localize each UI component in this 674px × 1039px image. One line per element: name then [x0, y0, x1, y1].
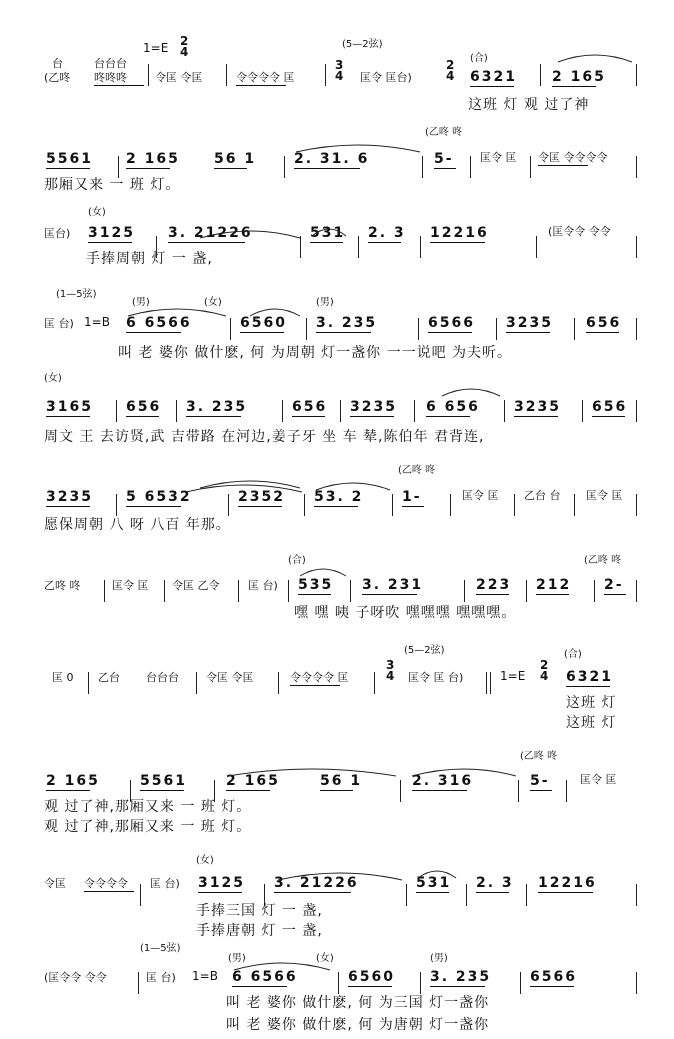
percussion-syllables: 令匡 令匡: [155, 71, 203, 84]
notation-digits: 3. 21226: [274, 875, 359, 891]
lyric-line: 叫 老 婆你 做什麽, 何 为三国 灯一盏你: [226, 995, 490, 1011]
lyric-line: 这班 灯: [566, 695, 617, 711]
annotation-label: (5—2弦): [404, 645, 445, 656]
notation-digits: 5 6532: [126, 489, 192, 505]
notation-digits: 5561: [140, 773, 187, 789]
notation-digits: 2 165: [226, 773, 280, 789]
notation-digits: 6321: [470, 69, 517, 85]
notation-digits: 6566: [428, 315, 475, 331]
notation-digits: 2-: [604, 577, 624, 593]
percussion-syllables: (匡令令 令令: [548, 225, 611, 238]
lyric-line: 那厢又来 一 班 灯。: [44, 177, 181, 193]
notation-digits: 2352: [238, 489, 285, 505]
slur-arc: [186, 485, 302, 492]
key-signature: 1=E: [500, 669, 526, 683]
notation-digits: 2 165: [46, 773, 100, 789]
annotation-label: (1—5弦): [140, 943, 181, 954]
notation-digits: 3235: [46, 489, 93, 505]
annotation-label: (1—5弦): [56, 289, 97, 300]
notation-digits: 223: [476, 577, 512, 593]
notation-digits: 3165: [46, 399, 93, 415]
slur-arc: [250, 309, 300, 316]
lyric-line: 嘿 嘿 咦 子呀吹 嘿嘿嘿 嘿嘿嘿。: [294, 605, 517, 621]
annotation-label: (男): [316, 297, 334, 308]
percussion-syllables: 匡令 匡: [580, 773, 617, 786]
notation-digits: 3235: [506, 315, 553, 331]
time-signature: 2 4: [180, 34, 189, 59]
annotation-label: (乙咚 咚: [425, 127, 463, 138]
annotation-label: (男): [430, 953, 448, 964]
key-signature: 1=B: [84, 315, 110, 329]
notation-digits: 2 165: [126, 151, 180, 167]
notation-digits: 1-: [402, 489, 422, 505]
percussion-syllables: 令匡: [44, 877, 66, 890]
lyric-line: 周文 王 去访贤,武 吉带路 在河边,姜子牙 坐 车 辇,陈伯年 君背连,: [44, 429, 485, 445]
annotation-label: (乙咚 咚: [398, 465, 436, 476]
lyric-line: 手捧唐朝 灯 一 盏,: [196, 923, 323, 939]
notation-digits: 2 165: [552, 69, 606, 85]
notation-digits: 6 6566: [126, 315, 192, 331]
slur-arc: [442, 389, 500, 396]
percussion-syllables: 乙台 台: [524, 489, 561, 502]
percussion-syllables: 乙咚 咚: [44, 579, 81, 592]
percussion-syllables: 匡 台): [150, 877, 180, 890]
percussion-syllables: 匡 台): [44, 317, 74, 330]
lyric-line: 叫 老 婆你 做什麽, 何 为周朝 灯一盏你 一一说吧 为夫听。: [118, 345, 513, 361]
lyric-line: 观 过了神,那厢又来 一 班 灯。: [44, 819, 252, 835]
percussion-syllables: 匡 0: [52, 671, 74, 684]
slur-arc: [296, 145, 420, 152]
key-signature: 1=B: [192, 969, 218, 983]
time-signature: 2 4: [446, 58, 455, 83]
annotation-label: (乙咚 咚: [584, 555, 622, 566]
annotation-label: (乙咚 咚: [520, 751, 558, 762]
notation-digits: 5561: [46, 151, 93, 167]
percussion-syllables: 令令令令 匡: [290, 671, 349, 684]
percussion-syllables: 匡令 匡: [586, 489, 623, 502]
slur-arc: [558, 55, 632, 62]
percussion-syllables: (乙咚: [44, 71, 71, 84]
slur-arc: [412, 769, 516, 776]
percussion-syllables: 令匡 令匡: [206, 671, 254, 684]
time-signature: 3 4: [335, 58, 344, 83]
annotation-label: (男): [228, 953, 246, 964]
percussion-syllables: 令匡 令令令令: [538, 151, 608, 164]
percussion-syllables: 台台台: [94, 57, 127, 70]
lyric-line: 观 过了神,那厢又来 一 班 灯。: [44, 799, 252, 815]
percussion-syllables: 匡 台): [248, 579, 278, 592]
notation-digits: 3125: [198, 875, 245, 891]
notation-digits: 3. 21226: [168, 225, 253, 241]
annotation-label: (女): [44, 373, 62, 384]
percussion-syllables: 乙台: [98, 671, 120, 684]
notation-digits: 3125: [88, 225, 135, 241]
percussion-syllables: 令令令令: [84, 877, 128, 890]
slur-arc: [316, 483, 390, 490]
notation-digits: 12216: [430, 225, 489, 241]
slur-arc: [228, 769, 396, 776]
notation-digits: 656: [292, 399, 328, 415]
notation-digits: 6560: [240, 315, 287, 331]
notation-digits: 12216: [538, 875, 597, 891]
percussion-syllables: 匡令 匡台): [360, 71, 412, 84]
lyric-line: 手捧周朝 灯 一 盏,: [86, 251, 213, 267]
notation-digits: 656: [592, 399, 628, 415]
notation-digits: 3. 235: [430, 969, 492, 985]
notation-digits: 212: [536, 577, 572, 593]
slur-arc: [312, 229, 346, 236]
percussion-syllables: 令匡 乙令: [172, 579, 220, 592]
lyric-line: 叫 老 婆你 做什麽, 何 为唐朝 灯一盏你: [226, 1017, 490, 1033]
percussion-syllables: 咚咚咚: [94, 71, 127, 84]
notation-digits: 656: [586, 315, 622, 331]
percussion-syllables: (匡令令 令令: [44, 971, 107, 984]
notation-digits: 535: [298, 577, 334, 593]
annotation-label: (女): [88, 207, 106, 218]
notation-digits: 6 656: [426, 399, 480, 415]
notation-digits: 656: [126, 399, 162, 415]
annotation-label: (合): [288, 555, 306, 566]
notation-digits: 531: [416, 875, 452, 891]
annotation-label: (5—2弦): [342, 39, 383, 50]
notation-digits: 5-: [434, 151, 454, 167]
lyric-line: 愿保周朝 八 呀 八百 年那。: [44, 517, 231, 533]
percussion-syllables: 台: [52, 57, 63, 70]
percussion-syllables: 匡令 匡: [480, 151, 517, 164]
notation-digits: 3. 235: [186, 399, 248, 415]
percussion-syllables: 令令令令 匡: [236, 71, 295, 84]
notation-digits: 56 1: [320, 773, 363, 789]
time-signature: 3 4: [386, 658, 395, 683]
percussion-syllables: 匡令 匡: [462, 489, 499, 502]
lyric-line: 这班 灯: [566, 715, 617, 731]
key-signature: 1=E: [143, 41, 169, 55]
notation-digits: 2. 3: [476, 875, 514, 891]
slur-arc: [234, 963, 330, 970]
notation-digits: 53. 2: [314, 489, 364, 505]
annotation-label: (女): [316, 953, 334, 964]
notation-digits: 3. 231: [362, 577, 424, 593]
annotation-label: (合): [564, 649, 582, 660]
slur-arc: [278, 873, 402, 880]
notation-digits: 2. 31. 6: [294, 151, 370, 167]
slur-arc: [300, 569, 346, 576]
percussion-syllables: 匡令 匡 台): [408, 671, 464, 684]
time-signature: 2 4: [540, 658, 549, 683]
notation-digits: 56 1: [214, 151, 257, 167]
notation-digits: 2. 3: [368, 225, 406, 241]
percussion-syllables: 匡台): [44, 227, 71, 240]
notation-digits: 3. 235: [316, 315, 378, 331]
percussion-syllables: 匡 台): [146, 971, 176, 984]
percussion-syllables: 匡令 匡: [112, 579, 149, 592]
notation-digits: 5-: [530, 773, 550, 789]
notation-digits: 6566: [530, 969, 577, 985]
annotation-label: (女): [204, 297, 222, 308]
annotation-label: (合): [470, 53, 488, 64]
notation-digits: 6560: [348, 969, 395, 985]
lyric-line: 这班 灯 观 过了神: [468, 97, 590, 113]
percussion-syllables: 台台台: [146, 671, 179, 684]
notation-digits: 6 6566: [232, 969, 298, 985]
notation-digits: 2. 316: [412, 773, 474, 789]
notation-digits: 6321: [566, 669, 613, 685]
slur-arc: [418, 871, 456, 878]
annotation-label: (女): [196, 855, 214, 866]
slur-arc: [128, 309, 226, 316]
lyric-line: 手捧三国 灯 一 盏,: [196, 903, 323, 919]
notation-digits: 3235: [514, 399, 561, 415]
notation-digits: 3235: [350, 399, 397, 415]
notation-digits: 531: [310, 225, 346, 241]
slur-arc: [200, 231, 300, 238]
annotation-label: (男): [132, 297, 150, 308]
